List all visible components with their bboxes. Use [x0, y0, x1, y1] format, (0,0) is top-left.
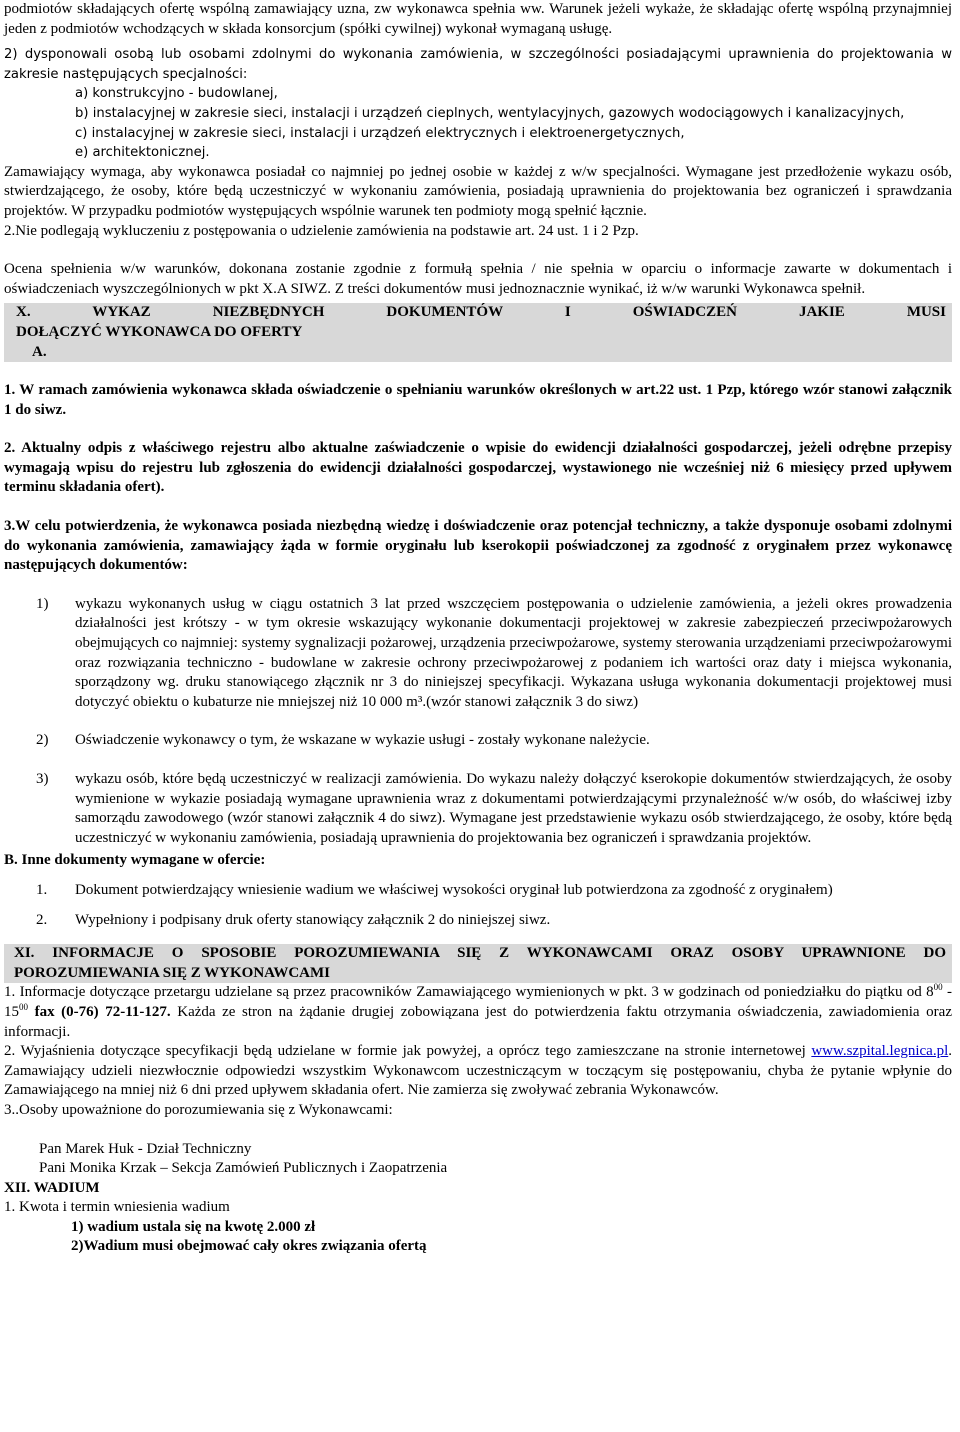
- section-x-heading: [4, 303, 952, 362]
- section-x-sub-a: A.: [32, 343, 47, 360]
- section-x-heading-line2: DOŁĄCZYĆ WYKONAWCA DO OFERTY: [16, 323, 303, 340]
- intro-paragraph-4: 2.Nie podlegają wykluczeniu z postępowania o udzielenie zamówienia na podstawie art. 24 ust. 1 i 2 Pzp.: [4, 222, 639, 239]
- specialty-item: e) architektonicznej.: [75, 145, 210, 161]
- text-span: 1. Informacje dotyczące przetargu udzielane są przez pracowników Zamawiającego wymienionych w pkt. 3 w godzinach od poniedziałku do piątku od 8: [4, 984, 934, 1001]
- section-x-heading-line1: X. WYKAZ NIEZBĘDNYCH DOKUMENTÓW I OŚWIADCZEŃ JAKIE MUSI: [16, 304, 946, 321]
- section-x-item-3: 3.W celu potwierdzenia, że wykonawca posiada niezbędną wiedzę i doświadczenie oraz potencjał techniczny, a także dysponuje osobami zdolnymi do wykonania zamówienia, zamawiający żąda w formie oryginału lub kserokopii poświadczonej za zgodność z oryginałem przez wykonawcę następujących dokumentów:: [4, 518, 952, 574]
- list-number: 2.: [36, 911, 48, 928]
- intro-paragraph-5: Ocena spełnienia w/w warunków, dokonana zostanie zgodnie z formułą spełnia / nie spełnia w oparciu o informacje zawarte w dokumentach i oświadczeniach wyszczególnionych w pkt X.A SIWZ. Z treści dokumentów musi jednoznacznie wynikać, iż w/w warunki Wykonawca spełnił.: [4, 261, 952, 297]
- section-xi-paragraph-3: 3..Osoby upoważnione do porozumiewania się z Wykonawcami:: [4, 1101, 393, 1118]
- contact-person: Pan Marek Huk - Dział Techniczny: [39, 1140, 252, 1157]
- intro-paragraph-2: 2) dysponowali osobą lub osobami zdolnymi do wykonania zamówienia, w szczególności posiadającymi uprawnienia do projektowania w zakresie następujących specjalności:: [4, 47, 952, 82]
- wadium-item-2: 2)Wadium musi obejmować cały okres związania ofertą: [71, 1238, 427, 1255]
- superscript: 00: [933, 982, 943, 993]
- specialty-item: b) instalacyjnej w zakresie sieci, instalacji i urządzeń cieplnych, wentylacyjnych, gazowych wodociągowych i kanalizacyjnych,: [75, 105, 905, 121]
- intro-paragraph-3: Zamawiający wymaga, aby wykonawca posiadał co najmniej po jednej osobie w każdej z w/w specjalności. Wymagane jest przedłożenie wykazu osób, stwierdzającego, że osoby, które będą uczestniczyć w wykonaniu zamówienia, posiadają uprawnienia do projektowania bez ograniczeń i sprawdzania projektów. W przypadku podmiotów występujących wspólnie warunek ten podmioty mogą spełnić łącznie.: [4, 163, 952, 219]
- section-xii-heading: XII. WADIUM: [4, 1179, 100, 1196]
- document-list-item: [4, 595, 952, 713]
- section-xi-paragraph-2: [4, 1042, 952, 1101]
- specialty-item: a) konstrukcyjno - budowlanej,: [75, 86, 278, 102]
- text-span: . Zamawiający udzieli niezwłocznie odpowiedzi wszystkim Wykonawcom uczestniczącym w toczącym się postępowaniu, chyba że pytanie wpłynie do Zamawiającego na mniej niż 6 dni przed upływem składania ofert. Nie zamierza się zwoływać zebrania Wykonawców.: [4, 1043, 952, 1099]
- list-number: 2): [36, 732, 49, 749]
- section-x-item-2: 2. Aktualny odpis z właściwego rejestru albo aktualne zaświadczenie o wpisie do ewidencji działalności gospodarczej, jeżeli odrębne przepisy wymagają wpisu do rejestru lub zgłoszenia do ewidencji działalności gospodarczej, wystawionego nie wcześniej niż 6 miesięcy przed upływem terminu składania ofert).: [4, 440, 952, 496]
- list-text: wykazu wykonanych usług w ciągu ostatnich 3 lat przed wszczęciem postępowania o udzielenie zamówienia, a jeżeli okres prowadzenia działalności jest krótszy - w tym okresie wskazujący wykonanie dokumentacji projektowej w zakresie zabezpieczeń przeciwpożarowych obejmujących co najmniej: systemy sygnalizacji pożarowej, urządzenia przeciwpożarowe, systemy sterowania urządzeniami przeciwpożarowymi oraz rozwiązania techniczno - budowlane w zakresie ochrony przeciwpożarowej z podaniem ich wartości oraz daty i miejsca wykonania, sporządzony wg. druku stanowiącego złącznik nr 3 do niniejszej specyfikacji. Wykazana usługa wykonania dokumentacji projektowej musi dotyczyć obiektu o kubaturze nie mniejszej niż 10 000 m³.(wzór stanowi załącznik 3 do siwz): [75, 595, 952, 710]
- list-text: Dokument potwierdzający wniesienie wadium we właściwej wysokości oryginał lub potwierdzona za zgodność z oryginałem): [75, 881, 833, 898]
- document-list-item: [4, 770, 952, 848]
- document-list-item: [4, 731, 952, 751]
- section-xii-paragraph-1: 1. Kwota i termin wniesienia wadium: [4, 1199, 230, 1216]
- wadium-item-1: 1) wadium ustala się na kwotę 2.000 zł: [71, 1218, 316, 1235]
- intro-paragraph-1: podmiotów składających ofertę wspólną zamawiający uzna, zw wykonawca spełnia ww. Warunek jeżeli wykaże, że składając ofertę wspólną przynajmniej jeden z podmiotów wchodzących w składa konsorcjum (spółki cywilnej) wykonał wymaganą usługę.: [4, 1, 952, 37]
- section-xi-heading-line1: XI. INFORMACJE O SPOSOBIE POROZUMIEWANIA SIĘ Z WYKONAWCAMI ORAZ OSOBY UPRAWNIONE DO: [14, 945, 946, 962]
- other-document-item: [4, 911, 952, 931]
- specialty-item: c) instalacyjnej w zakresie sieci, instalacji i urządzeń elektrycznych i elektroenergetycznych,: [75, 125, 685, 141]
- fax-number: fax (0-76) 72-11-127.: [28, 1003, 171, 1020]
- specialties-list: [4, 84, 952, 162]
- section-xi-paragraph-1: [4, 983, 952, 1042]
- list-text: Oświadczenie wykonawcy o tym, że wskazane w wykazie usługi - zostały wykonane należycie.: [75, 732, 650, 749]
- list-number: 1): [36, 595, 49, 612]
- document-page: [4, 0, 952, 1257]
- text-span: - 15: [4, 984, 952, 1020]
- text-span: 2. Wyjaśnienia dotyczące specyfikacji będą udzielane w formie jak powyżej, a oprócz tego zamieszczane na stronie internetowej: [4, 1043, 812, 1060]
- superscript: 00: [19, 1001, 28, 1012]
- section-x-sub-b: B. Inne dokumenty wymagane w ofercie:: [4, 852, 266, 869]
- section-xi-heading-line2: POROZUMIEWANIA SIĘ Z WYKONAWCAMI: [14, 964, 331, 981]
- other-document-item: [4, 881, 952, 901]
- website-link[interactable]: www.szpital.legnica.pl: [811, 1043, 949, 1060]
- section-x-item-1: 1. W ramach zamówienia wykonawca składa oświadczenie o spełnianiu warunków określonych w art.22 ust. 1 Pzp, którego wzór stanowi załącznik 1 do siwz.: [4, 382, 952, 418]
- text-span: Każda ze stron na żądanie drugiej zobowiązana jest do potwierdzenia faktu otrzymania oświadczenia, zawiadomienia oraz informacji.: [4, 1003, 952, 1040]
- contact-person: Pani Monika Krzak – Sekcja Zamówień Publicznych i Zaopatrzenia: [39, 1160, 448, 1177]
- section-xi-heading: [4, 944, 952, 983]
- list-number: 3): [36, 771, 49, 787]
- list-text: wykazu osób, które będą uczestniczyć w realizacji zamówienia. Do wykazu należy dołączyć kserokopie dokumentów stwierdzających, że osoby wymienione w wykazie posiadają wymagane uprawnienia wraz z dokumentami potwierdzającymi przynależność w/w osób, do właściwej izby samorządu zawodowego (wzór stanowi załącznik 4 do siwz). Wymagane jest przedstawienie wykazu osób stwierdzającego, że osoby, które będą uczestniczyć w wykonaniu zamówienia, posiadają uprawnienia do projektowania bez ograniczeń i sprawdzania projektów.: [75, 771, 952, 846]
- list-text: Wypełniony i podpisany druk oferty stanowiący załącznik 2 do niniejszej siwz.: [75, 911, 551, 928]
- list-number: 1.: [36, 881, 48, 898]
